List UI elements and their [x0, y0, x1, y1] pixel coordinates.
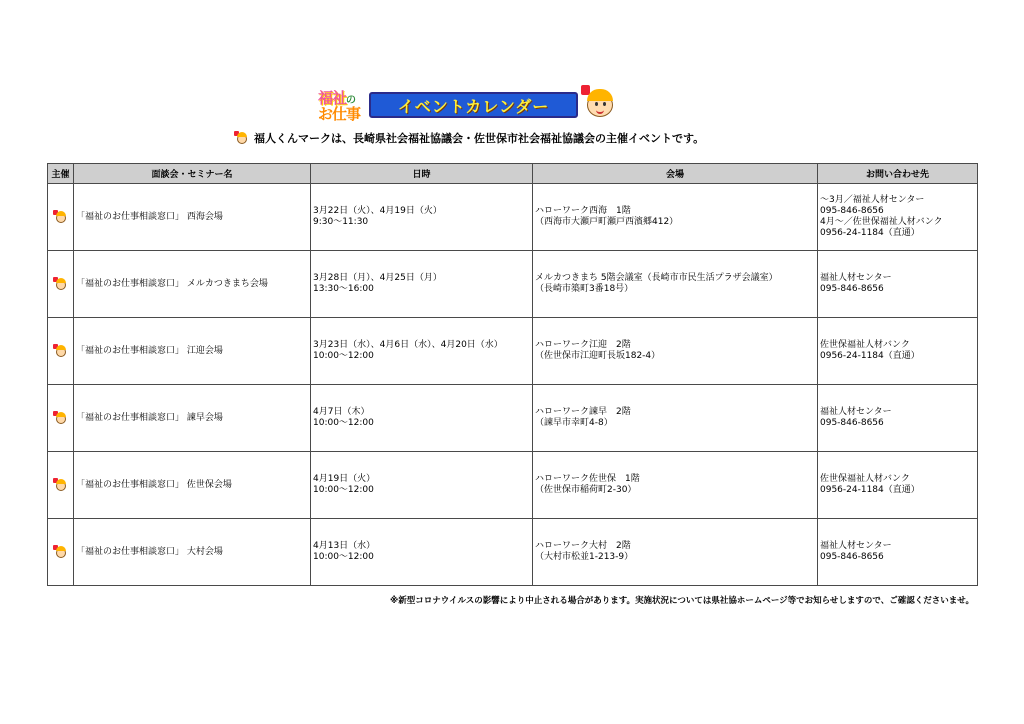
contact-line: 福祉人材センター — [820, 407, 892, 417]
venue-address: （大村市松並1-213-9） — [535, 552, 634, 562]
contact-line: 佐世保福祉人材バンク — [820, 474, 910, 484]
header-host: 主催 — [48, 164, 74, 184]
logo-text-oshigoto: お仕事 — [318, 105, 361, 123]
contact-line: 095-846-8656 — [820, 284, 884, 294]
contact-line: ～3月／福祉人材センター — [820, 195, 925, 205]
logo-text-fukushi: 福祉 — [318, 89, 347, 107]
event-time: 10:00～12:00 — [313, 351, 374, 361]
event-datetime — [311, 385, 533, 452]
event-name: 「福祉のお仕事相談窓口」 江迎会場 — [74, 318, 311, 385]
contact-line: 福祉人材センター — [820, 541, 892, 551]
page-title: イベントカレンダー — [397, 96, 550, 116]
contact-line: 0956-24-1184（直通） — [820, 485, 920, 495]
event-contact — [818, 184, 978, 251]
event-calendar-banner — [369, 92, 578, 118]
event-date: 3月28日（月）、4月25日（月） — [313, 273, 442, 283]
table-row — [48, 251, 978, 318]
event-contact — [818, 519, 978, 586]
header-event-name: 面談会・セミナー名 — [74, 164, 311, 184]
event-datetime — [311, 452, 533, 519]
fukushi-no-oshigoto-logo — [318, 90, 366, 124]
host-cell — [48, 519, 74, 586]
fukujin-kun-mascot-icon — [53, 545, 69, 559]
event-venue — [533, 519, 818, 586]
venue-name: ハローワーク西海 1階 — [535, 206, 631, 216]
event-time: 9:30～11:30 — [313, 217, 369, 227]
footnote: ※新型コロナウイルスの影響により中止される場合があります。実施状況については県社協ホームページ等でお知らせしますので、ご確認くださいませ。 — [389, 596, 974, 606]
fukujin-kun-mascot-icon — [53, 411, 69, 425]
table-row — [48, 519, 978, 586]
fukujin-kun-mascot-icon — [53, 478, 69, 492]
event-name: 「福祉のお仕事相談窓口」 メルカつきまち会場 — [74, 251, 311, 318]
event-date: 3月23日（水）、4月6日（水）、4月20日（水） — [313, 340, 503, 350]
venue-address: （西海市大瀬戸町瀬戸西濱郷412） — [535, 217, 679, 227]
venue-name: ハローワーク佐世保 1階 — [535, 474, 640, 484]
venue-address: （佐世保市稲荷町2-30） — [535, 485, 637, 495]
table-header-row — [48, 164, 978, 184]
event-contact — [818, 452, 978, 519]
event-date: 4月7日（木） — [313, 407, 370, 417]
contact-line: 095-846-8656 — [820, 206, 884, 216]
event-datetime — [311, 519, 533, 586]
host-cell — [48, 251, 74, 318]
event-date: 4月19日（火） — [313, 474, 376, 484]
event-venue — [533, 385, 818, 452]
event-venue — [533, 452, 818, 519]
host-cell — [48, 318, 74, 385]
contact-line: 095-846-8656 — [820, 552, 884, 562]
host-cell — [48, 184, 74, 251]
venue-name: メルカつきまち 5階会議室（長崎市市民生活プラザ会議室） — [535, 273, 778, 283]
event-name: 「福祉のお仕事相談窓口」 諫早会場 — [74, 385, 311, 452]
event-time: 10:00～12:00 — [313, 418, 374, 428]
event-table — [47, 163, 978, 586]
fukujin-kun-mascot-icon — [53, 344, 69, 358]
contact-line: 0956-24-1184（直通） — [820, 228, 920, 238]
event-venue — [533, 318, 818, 385]
subtitle-line — [234, 129, 704, 147]
event-name: 「福祉のお仕事相談窓口」 大村会場 — [74, 519, 311, 586]
venue-address: （佐世保市江迎町長坂182-4） — [535, 351, 661, 361]
event-contact — [818, 318, 978, 385]
venue-address: （諫早市幸町4-8） — [535, 418, 613, 428]
table-row — [48, 385, 978, 452]
event-datetime — [311, 318, 533, 385]
header-datetime: 日時 — [311, 164, 533, 184]
event-datetime — [311, 251, 533, 318]
contact-line: 福祉人材センター — [820, 273, 892, 283]
event-venue — [533, 251, 818, 318]
contact-line: 4月～／佐世保福祉人材バンク — [820, 217, 943, 227]
fukujin-kun-mascot-icon — [53, 277, 69, 291]
logo-text-no: の — [346, 95, 356, 106]
table-row — [48, 452, 978, 519]
event-venue — [533, 184, 818, 251]
subtitle-text: 福人くんマークは、長崎県社会福祉協議会・佐世保市社会福祉協議会の主催イベントです。 — [254, 132, 705, 145]
host-cell — [48, 452, 74, 519]
event-name: 「福祉のお仕事相談窓口」 佐世保会場 — [74, 452, 311, 519]
fukujin-kun-mascot-icon — [53, 210, 69, 224]
event-datetime — [311, 184, 533, 251]
host-cell — [48, 385, 74, 452]
table-row — [48, 318, 978, 385]
fukujin-kun-mascot-icon — [581, 85, 621, 123]
event-time: 10:00～12:00 — [313, 552, 374, 562]
venue-name: ハローワーク諫早 2階 — [535, 407, 631, 417]
header-contact: お問い合わせ先 — [818, 164, 978, 184]
table-row — [48, 184, 978, 251]
event-time: 10:00～12:00 — [313, 485, 374, 495]
event-date: 4月13日（水） — [313, 541, 376, 551]
contact-line: 095-846-8656 — [820, 418, 884, 428]
header-venue: 会場 — [533, 164, 818, 184]
event-time: 13:30～16:00 — [313, 284, 374, 294]
event-contact — [818, 385, 978, 452]
contact-line: 佐世保福祉人材バンク — [820, 340, 910, 350]
contact-line: 0956-24-1184（直通） — [820, 351, 920, 361]
event-name: 「福祉のお仕事相談窓口」 西海会場 — [74, 184, 311, 251]
event-date: 3月22日（火）、4月19日（火） — [313, 206, 442, 216]
event-contact — [818, 251, 978, 318]
venue-address: （長崎市築町3番18号） — [535, 284, 634, 294]
fukujin-kun-mascot-icon — [234, 131, 250, 145]
venue-name: ハローワーク江迎 2階 — [535, 340, 631, 350]
venue-name: ハローワーク大村 2階 — [535, 541, 631, 551]
